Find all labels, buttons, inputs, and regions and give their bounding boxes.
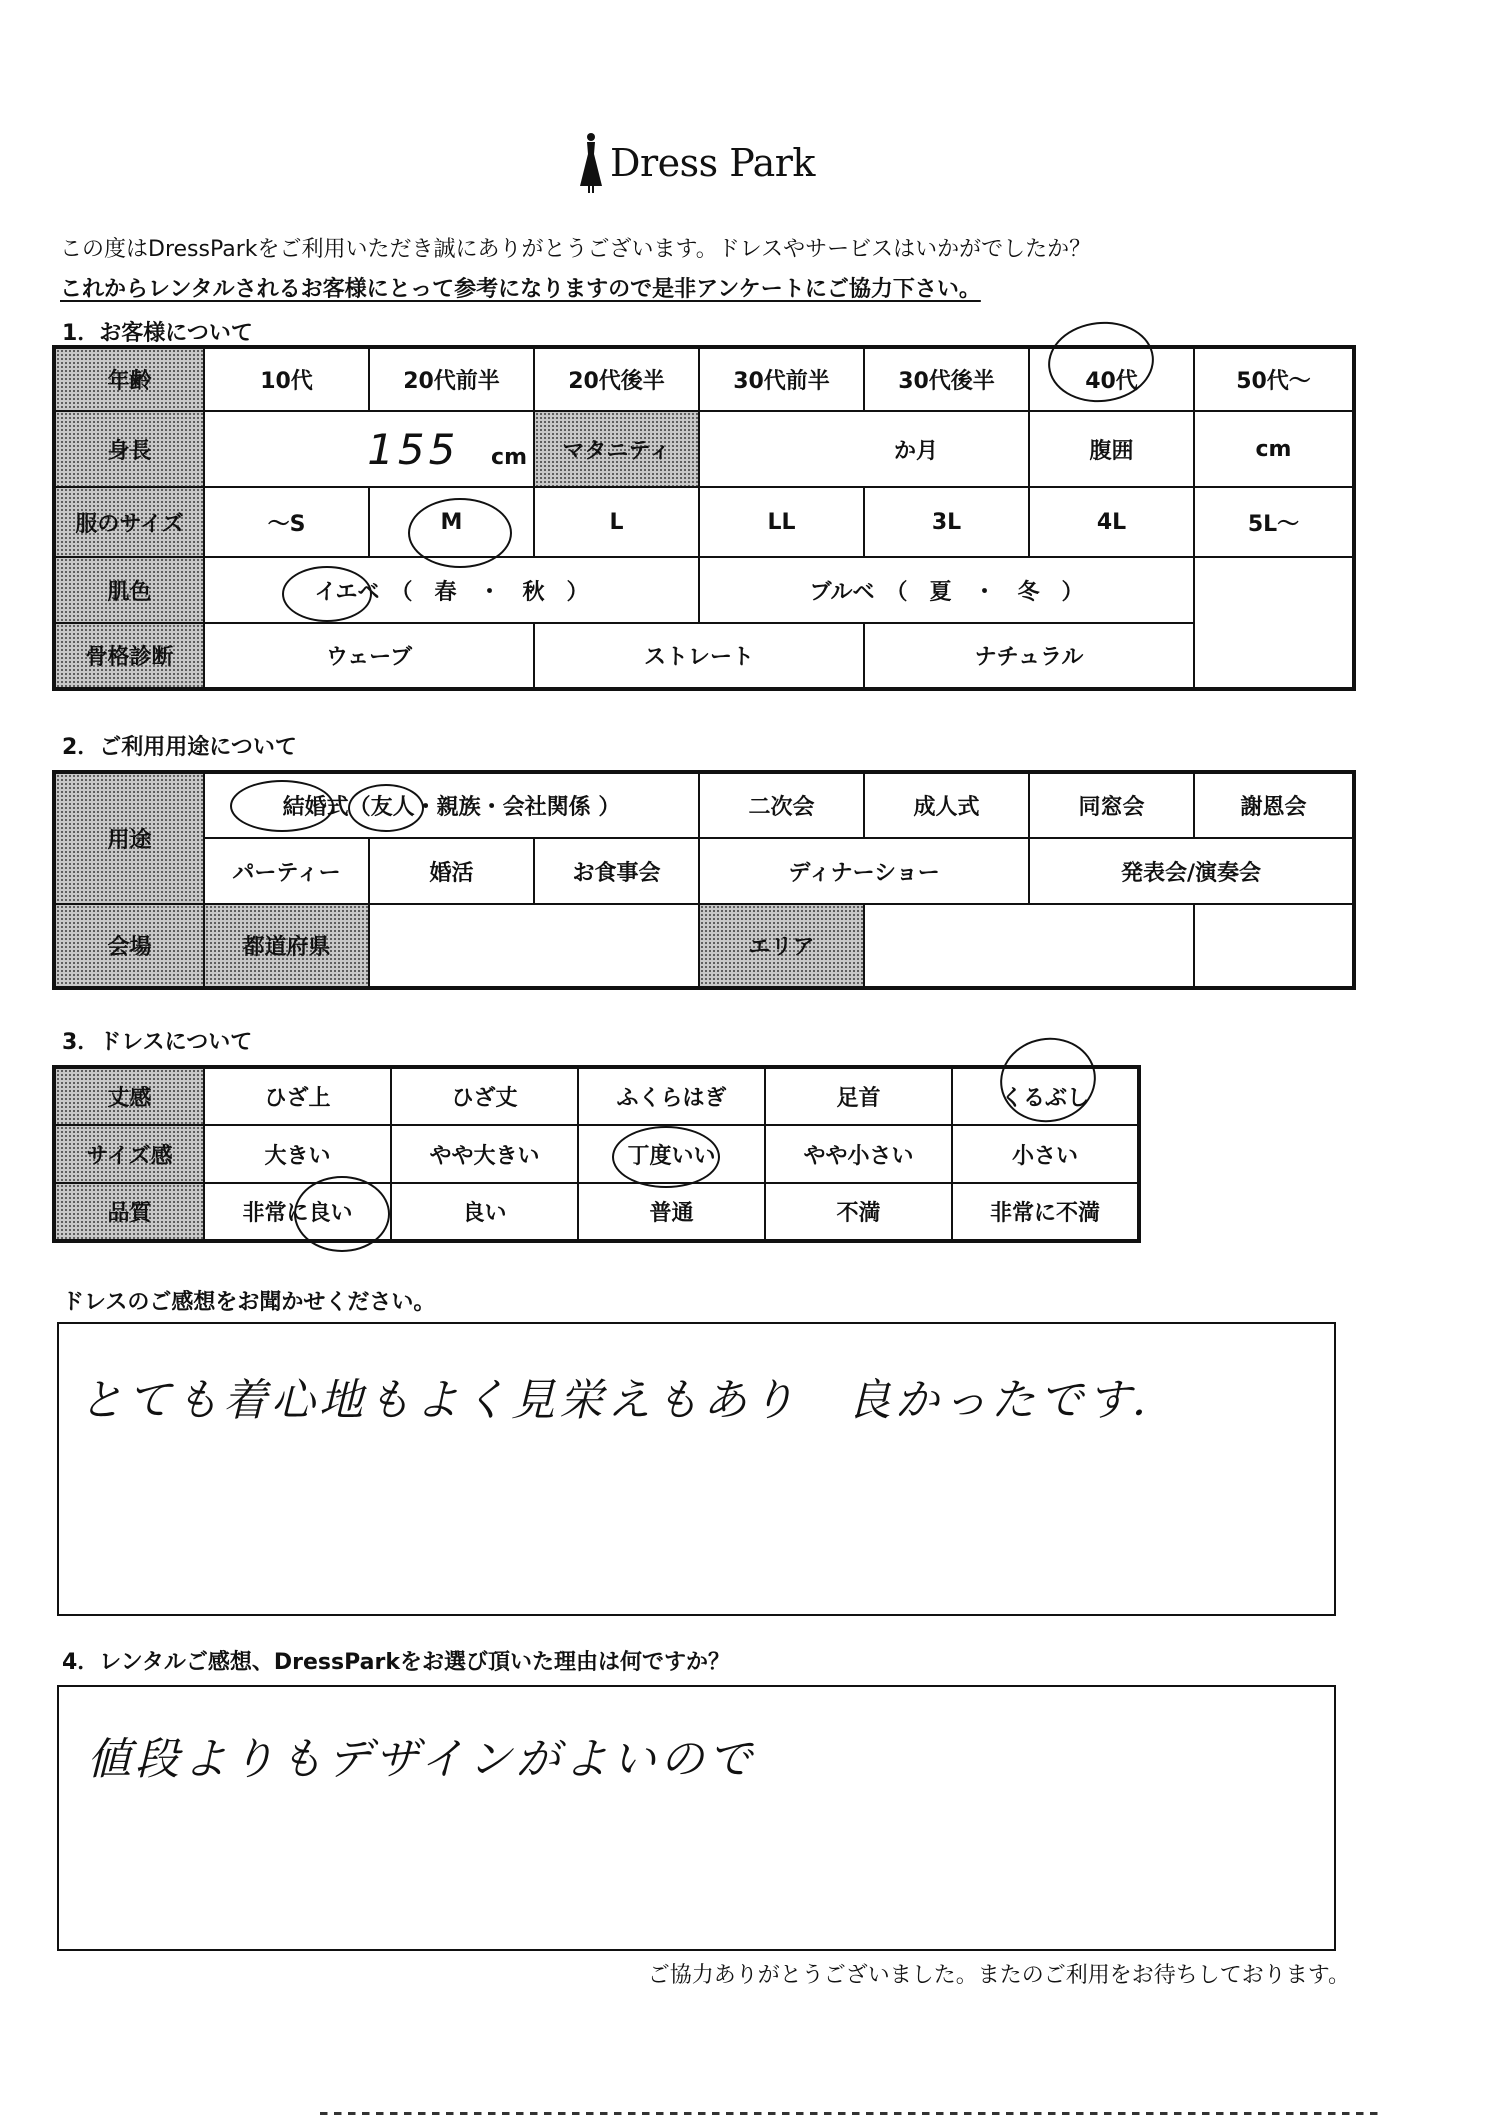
- quality-unsatisfied[interactable]: 不満: [765, 1183, 952, 1241]
- quality-good[interactable]: 良い: [391, 1183, 578, 1241]
- section2-title: 2．ご利用用途について: [62, 735, 297, 760]
- length-label: 丈感: [54, 1067, 204, 1125]
- rental-comment-box[interactable]: [57, 1685, 1336, 1951]
- section4-title: 4．レンタルご感想、DressParkをお選び頂いた理由は何ですか？: [62, 1650, 730, 1675]
- usage-wedding[interactable]: 結婚式（友人・親族・会社関係 ）: [204, 772, 699, 838]
- usage-after-party[interactable]: 二次会: [699, 772, 864, 838]
- height-unit: cm: [491, 444, 527, 470]
- length-knee[interactable]: ひざ丈: [391, 1067, 578, 1125]
- section3-title: 3．ドレスについて: [62, 1030, 253, 1055]
- usage-label: 用途: [54, 772, 204, 904]
- size-s[interactable]: ～S: [204, 487, 369, 557]
- size-l[interactable]: L: [534, 487, 699, 557]
- maternity-field[interactable]: [699, 411, 1029, 487]
- waist-label: 腹囲: [1029, 411, 1194, 487]
- bone-wave[interactable]: ウェーブ: [204, 623, 534, 689]
- footer-divider: [320, 2112, 1380, 2115]
- intro-request: これからレンタルされるお客様にとって参考になりますので是非アンケートにご協力下さい。: [60, 277, 981, 302]
- usage-thank-you-party[interactable]: 謝恩会: [1194, 772, 1354, 838]
- height-field[interactable]: [204, 411, 534, 487]
- usage-recital[interactable]: 発表会/演奏会: [1029, 838, 1354, 904]
- age-10s[interactable]: 10代: [204, 347, 369, 411]
- size-ll[interactable]: LL: [699, 487, 864, 557]
- age-40s[interactable]: 40代: [1029, 347, 1194, 411]
- size-4l[interactable]: 4L: [1029, 487, 1194, 557]
- length-malleolus[interactable]: くるぶし: [952, 1067, 1139, 1125]
- maternity-label: マタニティ: [534, 411, 699, 487]
- logo-text: Dress Park: [610, 141, 815, 185]
- size-m[interactable]: M: [369, 487, 534, 557]
- size-3l[interactable]: 3L: [864, 487, 1029, 557]
- quality-label: 品質: [54, 1183, 204, 1241]
- usage-reunion[interactable]: 同窓会: [1029, 772, 1194, 838]
- age-early-30s[interactable]: 30代前半: [699, 347, 864, 411]
- usage-table: [52, 770, 1356, 990]
- fit-just-right[interactable]: 丁度いい: [578, 1125, 765, 1183]
- age-early-20s[interactable]: 20代前半: [369, 347, 534, 411]
- dress-comment-box[interactable]: [57, 1322, 1336, 1616]
- height-value: 155: [367, 424, 460, 474]
- waist-unit[interactable]: cm: [1194, 411, 1354, 487]
- area-field[interactable]: [864, 904, 1194, 988]
- fit-slightly-large[interactable]: やや大きい: [391, 1125, 578, 1183]
- prefecture-label: 都道府県: [204, 904, 369, 988]
- length-above-knee[interactable]: ひざ上: [204, 1067, 391, 1125]
- usage-party[interactable]: パーティー: [204, 838, 369, 904]
- size-label: 服のサイズ: [54, 487, 204, 557]
- size-5l[interactable]: 5L～: [1194, 487, 1354, 557]
- usage-konkatsu[interactable]: 婚活: [369, 838, 534, 904]
- thanks-message: ご協力ありがとうございました。またのご利用をお待ちしております。: [647, 1963, 1350, 1988]
- rental-comment-text: 値段よりもデザインがよいので: [87, 1734, 756, 1785]
- bone-label: 骨格診断: [54, 623, 204, 689]
- skin-blue-base[interactable]: ブルベ （ 夏 ・ 冬 ）: [699, 557, 1194, 623]
- skin-label: 肌色: [54, 557, 204, 623]
- fit-small[interactable]: 小さい: [952, 1125, 1139, 1183]
- age-late-20s[interactable]: 20代後半: [534, 347, 699, 411]
- dress-comment-prompt: ドレスのご感想をお聞かせください。: [62, 1290, 436, 1315]
- height-label: 身長: [54, 411, 204, 487]
- intro-text: この度はDressParkをご利用いただき誠にありがとうございます。ドレスやサービスはいかがでしたか？: [60, 237, 1092, 262]
- length-calf[interactable]: ふくらはぎ: [578, 1067, 765, 1125]
- quality-very-unsatisfied[interactable]: 非常に不満: [952, 1183, 1139, 1241]
- bone-natural[interactable]: ナチュラル: [864, 623, 1194, 689]
- usage-coming-of-age[interactable]: 成人式: [864, 772, 1029, 838]
- customer-table: [52, 345, 1356, 691]
- usage-dinner[interactable]: お食事会: [534, 838, 699, 904]
- months-unit: か月: [893, 438, 938, 464]
- age-label: 年齢: [54, 347, 204, 411]
- section1-title: 1．お客様について: [62, 321, 253, 346]
- dress-comment-text: とても着心地もよく見栄えもあり 良かったです．: [79, 1375, 1180, 1426]
- dress-icon: [578, 132, 604, 194]
- quality-very-good[interactable]: 非常に良い: [204, 1183, 391, 1241]
- dress-table: [52, 1065, 1141, 1243]
- fit-label: サイズ感: [54, 1125, 204, 1183]
- fit-large[interactable]: 大きい: [204, 1125, 391, 1183]
- bone-straight[interactable]: ストレート: [534, 623, 864, 689]
- usage-dinner-show[interactable]: ディナーショー: [699, 838, 1029, 904]
- prefecture-field[interactable]: [369, 904, 699, 988]
- length-ankle[interactable]: 足首: [765, 1067, 952, 1125]
- age-50s[interactable]: 50代～: [1194, 347, 1354, 411]
- skin-yellow-base[interactable]: イエベ （ 春 ・ 秋 ）: [204, 557, 699, 623]
- fit-slightly-small[interactable]: やや小さい: [765, 1125, 952, 1183]
- quality-average[interactable]: 普通: [578, 1183, 765, 1241]
- venue-label: 会場: [54, 904, 204, 988]
- age-late-30s[interactable]: 30代後半: [864, 347, 1029, 411]
- logo: [578, 128, 815, 198]
- area-label: エリア: [699, 904, 864, 988]
